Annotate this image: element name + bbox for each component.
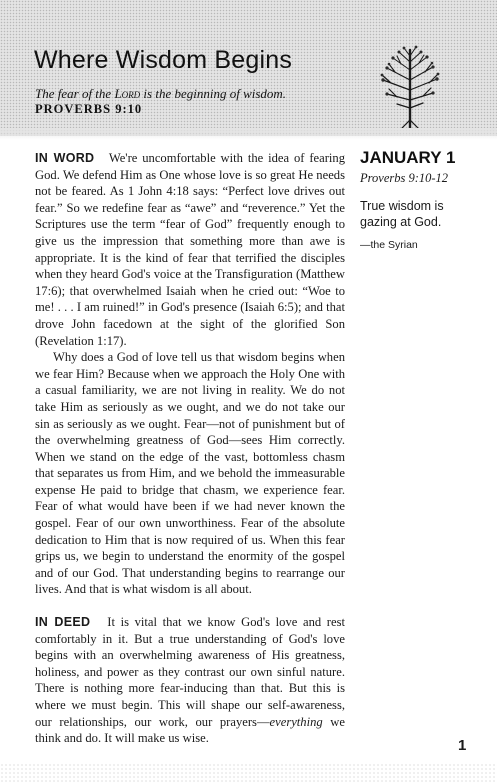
in-deed-text-after: we think and do. It will make us wise. bbox=[35, 714, 345, 746]
sidebar-quote: True wisdom is gazing at God. bbox=[360, 199, 444, 229]
key-verse bbox=[35, 86, 286, 102]
page-title: Where Wisdom Begins bbox=[34, 46, 293, 74]
in-deed-label: IN DEED bbox=[35, 615, 91, 630]
tree-icon bbox=[377, 42, 443, 128]
verse-lead: The fear of the bbox=[35, 86, 115, 101]
in-deed-text-before: It is vital that we know God's love and rest comfortably in it. But a true understanding of God's love begins with an overwhelming awareness of His greatness, holiness, and power as they contrast our own sinful nature. There is nothing more fear-inducing than that. But this is where we must begin. This will shape our self-awareness, our relationships, our work, our prayers— bbox=[35, 615, 345, 729]
footer-texture bbox=[0, 763, 497, 783]
reading-reference: Proverbs 9:10-12 bbox=[360, 171, 449, 185]
in-word-paragraph-2: Why does a God of love tell us that wisdom begins when we fear Him? Because when we approach the Holy One with a casual familiarity, we are not living in reality. We do not take Him as seriously as we ought, and we do not take our sin as seriously as we ought. Fear—not of punishment but of the overwhelming greatness of God—sees Him correctly. When we stand on the edge of the vast, bottomless chasm that separates us from Him, and we behold the immeasurable expense He paid to bridge that chasm, we experience fear. Fear of what would have been if we had never known the gospel. Fear of our own unworthiness. Fear of the absolute dedication to Him that is now required of us. When this fear grips us, we begin to understand the enormity of the gospel and of our God. That understanding begins to rearrange our lives. And that is what wisdom is all about. bbox=[35, 350, 345, 597]
quote-attribution: —the Syrian bbox=[360, 239, 418, 251]
in-deed-paragraph bbox=[35, 614, 345, 747]
verse-lord: Lord bbox=[114, 86, 141, 101]
in-word-text-1: We're uncomfortable with the idea of fearing God. We defend Him as One whose love is so great He needs not be feared. As 1 John 4:18 says: “Perfect love drives out fear.” So we redefine fear as “awe” and “reverence.” Yet the Scriptures use the term “fear of God” frequently enough to give us the impression that something more than awe is appropriate. It is the kind of fear that terrified the disciples when they heard God's voice at the Transfiguration (Matthew 17:6); that overwhelmed Isaiah when he cried out: “Woe to me! . . . I am ruined!” in God's presence (Isaiah 6:5); and that drove John facedown at the sight of the glorified Son (Revelation 1:17). bbox=[35, 151, 345, 348]
in-word-paragraph-1 bbox=[35, 150, 345, 349]
header-fade bbox=[0, 128, 497, 140]
in-deed-emphasis: everything bbox=[269, 714, 323, 729]
sidebar bbox=[360, 148, 482, 251]
devotion-date: JANUARY 1 bbox=[360, 148, 456, 167]
verse-reference: PROVERBS 9:10 bbox=[35, 102, 143, 116]
page-number: 1 bbox=[458, 737, 467, 754]
verse-tail: is the beginning of wisdom. bbox=[140, 86, 287, 101]
devotional-body bbox=[35, 150, 345, 747]
in-word-label: IN WORD bbox=[35, 151, 95, 165]
